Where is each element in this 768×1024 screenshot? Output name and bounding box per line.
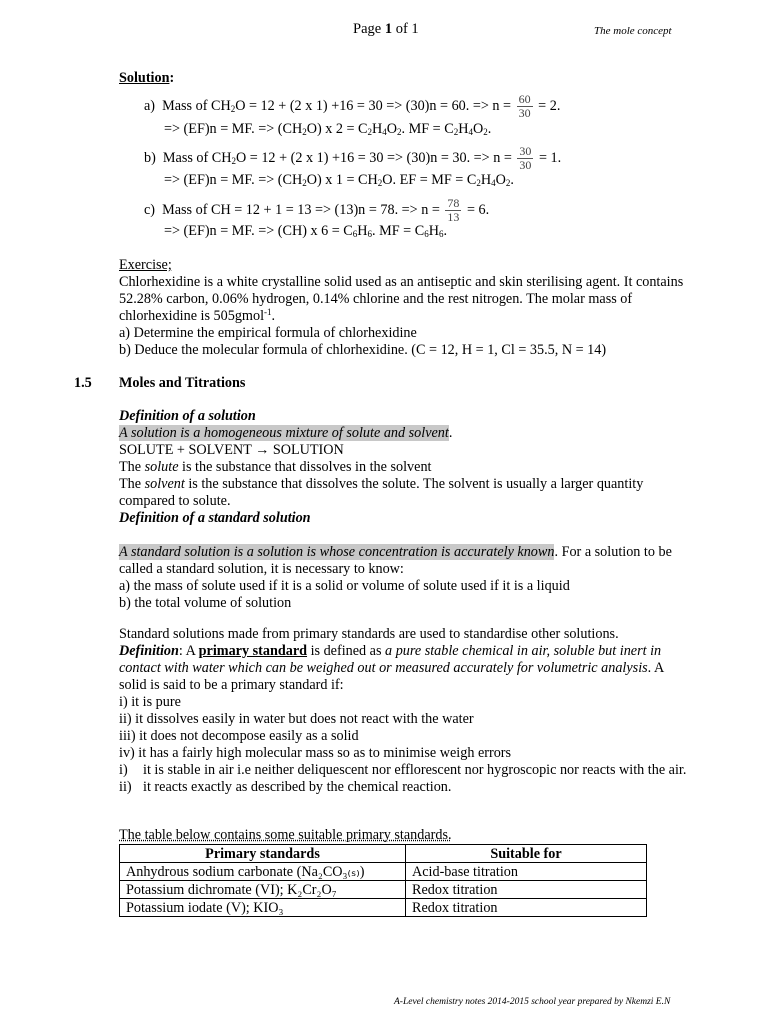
criteria-hang-item-2: ii) it reacts exactly as described by the chemical reaction.: [119, 779, 452, 795]
primary-standards-block: [119, 626, 694, 796]
solution-a-line1: a) Mass of $CH_2O = 12 + (2$ x 1) +16 = 30 => (30)n = 60. => n = $\frac{60}{30}$ = 2.: [144, 92, 561, 120]
solute-definition: The solute is the substance that dissolves in the solvent: [119, 459, 432, 475]
document-title: The mole concept: [594, 25, 672, 37]
criteria-item-2: ii) it dissolves easily in water but does not react with the water: [119, 711, 474, 727]
table-cell: Redox titration: [406, 899, 647, 917]
table-header-row: [120, 845, 647, 863]
solution-equation: SOLUTE + SOLVENT → SOLUTION: [119, 442, 344, 458]
primary-definition: Definition: A primary standard is defined as a pure stable chemical in air, soluble but inert in contact with water which can be weighed out or measured accurately for volumetric analysis. A solid is said to be a primary standard if:: [119, 643, 664, 693]
solution-b-line1: b) Mass of $CH_2O = 12 + (2$ x 1) +16 = 30 => (30)n = 30. => n = $\frac{30}{30}$ = 1.: [144, 144, 562, 172]
solution-b-line2: => (EF)n = MF. => $(CH_2O)$ x $1 = CH_2O$. EF = MF = $C_2H_4O_2$.: [164, 172, 514, 188]
primary-standards-table: [119, 844, 647, 917]
table-cell: Potassium iodate (V); KIO₃: [120, 899, 406, 917]
criteria-item-4: iv) it has a fairly high molecular mass so as to minimise weigh errors: [119, 745, 512, 761]
exercise-body: Chlorhexidine is a white crystalline solid used as an antiseptic and skin sterilising agent. It contains 52.28% carbon, 0.06% hydrogen, 0.14% chlorine and the rest nitrogen. The molar mass of chlorhexidine is 505gmol$^{-1}$.: [119, 274, 684, 324]
exercise-block: [119, 257, 694, 359]
solution-c-line1: c) Mass of CH = 12 + 1 = 13 => (13)n = 78. => n = $\frac{78}{13}$ = 6.: [144, 196, 490, 224]
criteria-item-3: iii) it does not decompose easily as a solid: [119, 728, 359, 744]
solution-heading: Solution:: [119, 70, 175, 86]
standard-solution-heading: Definition of a standard solution: [119, 510, 311, 526]
page-number: Page 1 of 1: [353, 21, 419, 37]
requirement-a: a) the mass of solute used if it is a solid or volume of solute used if it is a liquid: [119, 578, 570, 594]
table-row: [120, 899, 647, 917]
primary-intro: Standard solutions made from primary standards are used to standardise other solutions.: [119, 626, 619, 642]
solution-definition: A solution is a homogeneous mixture of solute and solvent.: [119, 425, 453, 441]
fraction-b: $\frac{30}{30}$: [519, 144, 532, 172]
table-header-cell: Primary standards: [120, 845, 406, 863]
table-row: [120, 863, 647, 881]
exercise-question-b: b) Deduce the molecular formula of chlorhexidine. (C = 12, H = 1, Cl = 35.5, N = 14): [119, 342, 607, 358]
solution-a-line2: => (EF)n = MF. => $(CH_2O)$ x $2 = C_2H_4O_2$. MF = $C_2H_4O_2$.: [164, 121, 492, 137]
solution-definition-heading: Definition of a solution: [119, 408, 256, 424]
fraction-c: $\frac{78}{13}$: [447, 196, 460, 224]
table-cell: Redox titration: [406, 881, 647, 899]
exercise-question-a: a) Determine the empirical formula of chlorhexidine: [119, 325, 417, 341]
requirement-b: b) the total volume of solution: [119, 595, 292, 611]
fraction-a: $\frac{60}{30}$: [518, 92, 531, 120]
solution-c-line2: => (EF)n = MF. => (CH) x $6 = C_6H_6$. MF = $C_6H_6$.: [164, 223, 447, 239]
solvent-definition: The solvent is the substance that dissolves the solute. The solvent is usually a larger quantity compared to solute.: [119, 476, 644, 509]
table-cell: Potassium dichromate (VI); K₂Cr₂O₇: [120, 881, 406, 899]
page-footer: A-Level chemistry notes 2014-2015 school year prepared by Nkemzi E.N: [394, 997, 671, 1007]
criteria-item-1: i) it is pure: [119, 694, 181, 710]
table-caption: The table below contains some suitable primary standards.: [119, 827, 452, 843]
table-header-cell: Suitable for: [406, 845, 647, 863]
criteria-hang-item-1: i) it is stable in air i.e neither deliquescent nor efflorescent nor hygroscopic nor reacts with the air.: [119, 762, 687, 778]
section-title: Moles and Titrations: [119, 375, 246, 391]
table-cell: Acid-base titration: [406, 863, 647, 881]
standard-solution-definition: A standard solution is a solution is whose concentration is accurately known. For a solution to be called a standard solution, it is necessary to know:: [119, 544, 672, 577]
section-number: 1.5: [74, 375, 92, 391]
table-row: [120, 881, 647, 899]
exercise-heading: Exercise;: [119, 257, 172, 273]
table-cell: Anhydrous sodium carbonate (Na₂CO₃₍ₛ₎): [120, 863, 406, 881]
definitions-block: [119, 408, 694, 612]
